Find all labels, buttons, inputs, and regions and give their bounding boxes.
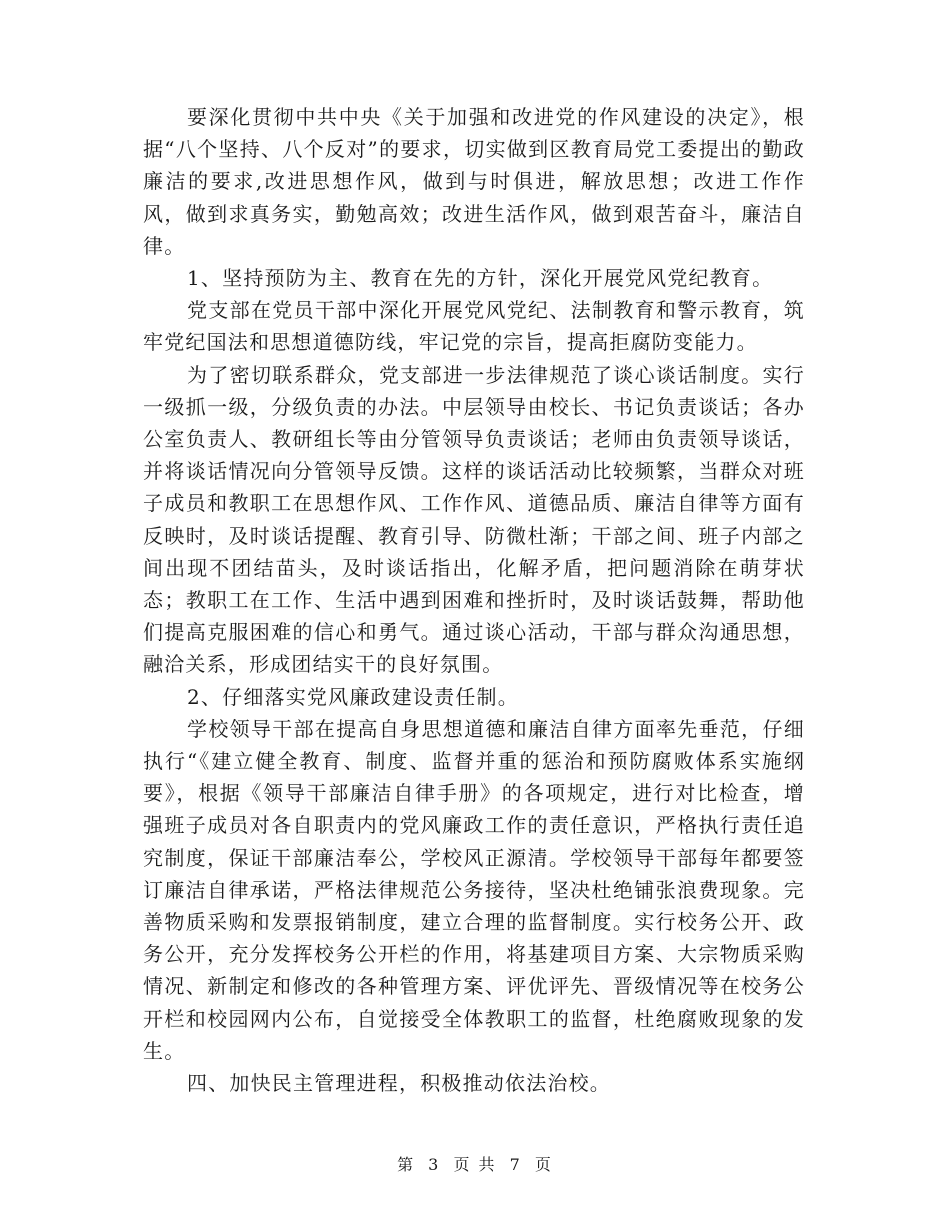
footer-suffix: 页	[534, 1155, 553, 1174]
section-heading-4: 四、加快民主管理进程，积极推动依法治校。	[187, 1071, 611, 1096]
section-heading-2: 2、仔细落实党风廉政建设责任制。	[187, 684, 519, 709]
paragraph-intro: 要深化贯彻中共中央《关于加强和改进党的作风建设的决定》，根据“八个坚持、八个反对”的要求，切实做到区教育局党工委提出的勤政廉洁的要求,改进思想作风，做到与时俱进，解放思想；改进工作作风，做到求真务实，勤勉高效；改进生活作风，做到艰苦奋斗，廉洁自律。	[143, 105, 805, 258]
paragraph-responsibility: 学校领导干部在提高自身思想道德和廉洁自律方面率先垂范，仔细执行“《建立健全教育、制度、监督并重的惩治和预防腐败体系实施纲要》，根据《领导干部廉洁自律手册》的各项规定，进行对比检查，增强班子成员对各自职责内的党风廉政工作的责任意识，严格执行责任追究制度，保证干部廉洁奉公，学校风正源清。学校领导干部每年都要签订廉洁自律承诺，严格法律规范公务接待，坚决杜绝铺张浪费现象。完善物质采购和发票报销制度，建立合理的监督制度。实行校务公开、政务公开，充分发挥校务公开栏的作用，将基建项目方案、大宗物质采购情况、新制定和修改的各种管理方案、评优评先、晋级情况等在校务公开栏和校园网内公布，自觉接受全体教职工的监督，杜绝腐败现象的发生。	[143, 716, 805, 1063]
document-body	[143, 101, 805, 1099]
footer-page-number: 3	[428, 1155, 441, 1174]
section-heading-1: 1、坚持预防为主、教育在先的方针，深化开展党风党纪教育。	[187, 266, 774, 291]
footer-middle: 页 共	[453, 1155, 497, 1174]
footer-total-pages: 7	[509, 1155, 522, 1174]
page-footer	[0, 1152, 950, 1175]
paragraph-talk-system: 为了密切联系群众，党支部进一步法律规范了谈心谈话制度。实行一级抓一级，分级负责的办法。中层领导由校长、书记负责谈话；各办公室负责人、教研组长等由分管领导负责谈话；老师由负责领导谈话，并将谈话情况向分管领导反馈。这样的谈话活动比较频繁，当群众对班子成员和教职工在思想作风、工作作风、道德品质、廉洁自律等方面有反映时，及时谈话提醒、教育引导、防微杜渐；干部之间、班子内部之间出现不团结苗头，及时谈话指出，化解矛盾，把问题消除在萌芽状态；教职工在工作、生活中遇到困难和挫折时，及时谈话鼓舞，帮助他们提高克服困难的信心和勇气。通过谈心活动，干部与群众沟通思想，融洽关系，形成团结实干的良好氛围。	[143, 362, 805, 677]
paragraph-education: 党支部在党员干部中深化开展党风党纪、法制教育和警示教育，筑牢党纪国法和思想道德防线，牢记党的宗旨，提高拒腐防变能力。	[143, 298, 805, 355]
footer-prefix: 第	[397, 1155, 416, 1174]
